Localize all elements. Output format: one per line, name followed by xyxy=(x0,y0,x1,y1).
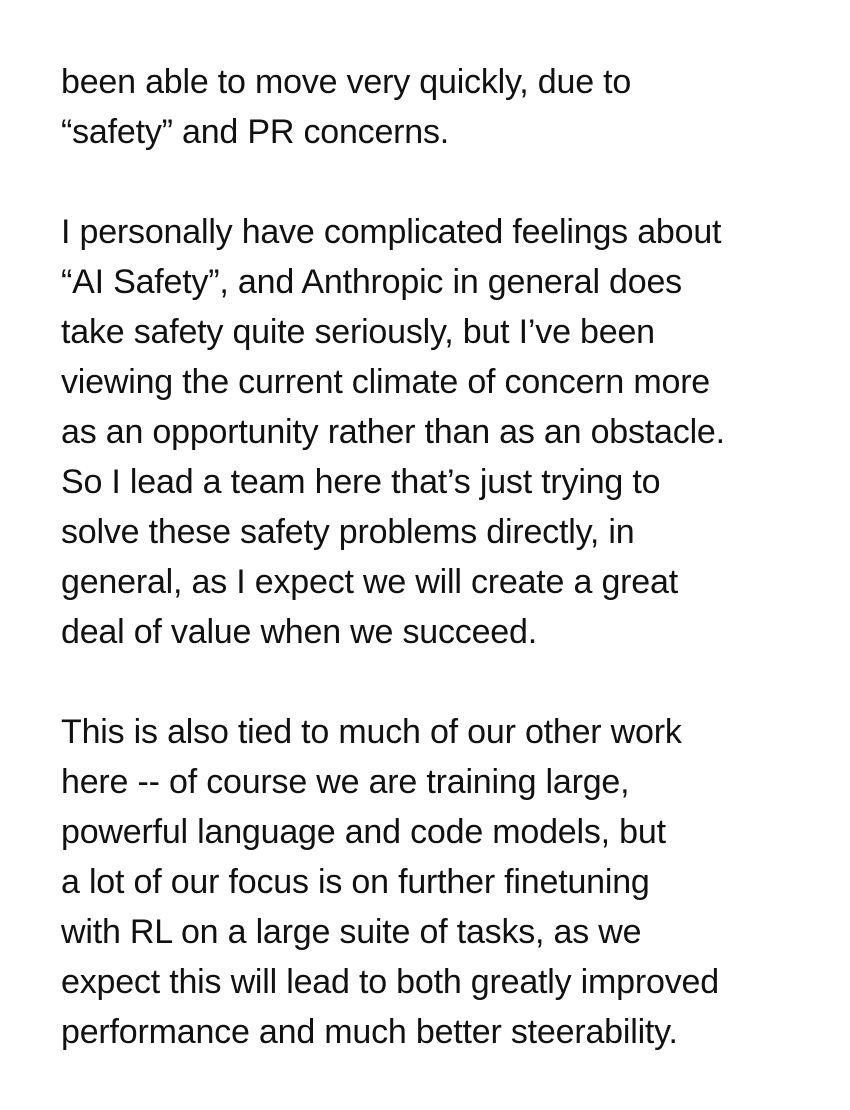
text-line: been able to move very quickly, due to xyxy=(61,63,632,101)
paragraph-spacer xyxy=(61,157,820,207)
text-line: “AI Safety”, and Anthropic in general does xyxy=(61,263,682,301)
text-line: here -- of course we are training large, xyxy=(61,763,630,801)
text-line: expect this will lead to both greatly improved xyxy=(61,963,719,1001)
text-line: with RL on a large suite of tasks, as we xyxy=(61,913,642,951)
text-line: general, as I expect we will create a great xyxy=(61,563,678,601)
paragraph-spacer xyxy=(61,657,820,707)
text-line: a lot of our focus is on further finetuning xyxy=(61,863,650,901)
paragraph-1 xyxy=(61,57,820,157)
text-line: viewing the current climate of concern more xyxy=(61,363,711,401)
text-line: I personally have complicated feelings about xyxy=(61,213,722,251)
paragraph-2 xyxy=(61,207,820,657)
text-line: So I lead a team here that’s just trying to xyxy=(61,463,661,501)
text-line: as an opportunity rather than as an obstacle. xyxy=(61,413,725,451)
text-line: “safety” and PR concerns. xyxy=(61,113,450,151)
text-line: performance and much better steerability. xyxy=(61,1013,678,1051)
text-line: solve these safety problems directly, in xyxy=(61,513,635,551)
text-line: deal of value when we succeed. xyxy=(61,613,537,651)
paragraph-3 xyxy=(61,707,820,1057)
text-line: This is also tied to much of our other work xyxy=(61,713,682,751)
text-line: powerful language and code models, but xyxy=(61,813,666,851)
text-line: take safety quite seriously, but I’ve been xyxy=(61,313,655,351)
